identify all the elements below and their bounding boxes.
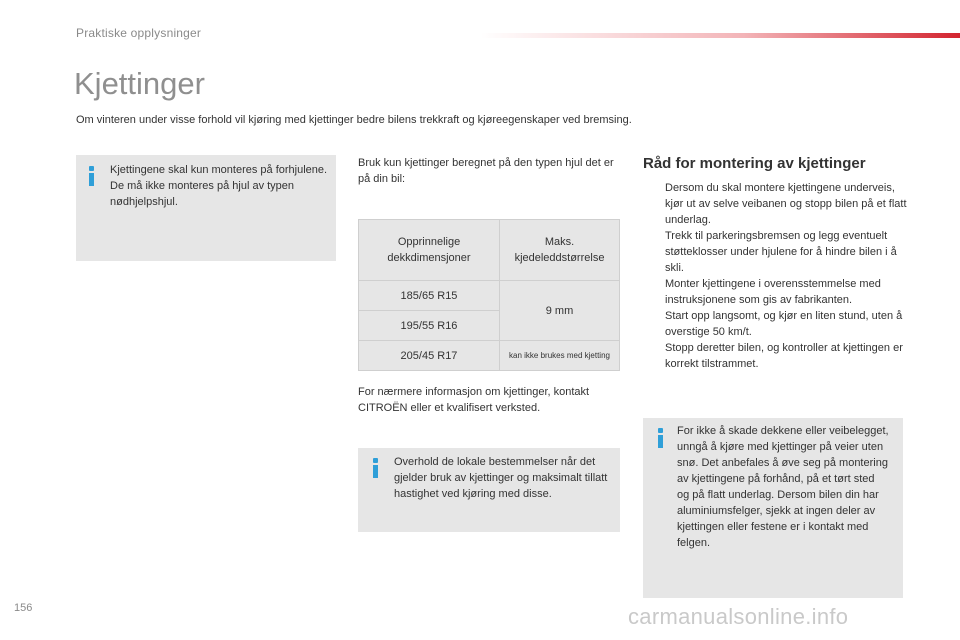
info-box-avoid-damage (643, 418, 903, 598)
info-box-local-rules (358, 448, 620, 532)
note-local-rules: Overhold de lokale bestemmelser når det gjelder bruk av kjettinger og maksimalt tillatt hastighet ved kjøring med disse. (394, 456, 608, 500)
section-label: Praktiske opplysninger (76, 26, 202, 40)
mounting-steps-list (643, 180, 908, 372)
note-front-wheels: Kjettingene skal kun monteres på forhjulene. De må ikke monteres på hjul av typen nødhjelpshjul. (110, 164, 328, 208)
table-cell-size: 205/45 R17 (359, 341, 500, 371)
table-cell-size: 185/65 R15 (359, 281, 500, 311)
mounting-title: Råd for montering av kjettinger (643, 155, 866, 172)
more-info-text: For nærmere informasjon om kjettinger, kontakt CITROËN eller et kvalifisert verksted. (358, 386, 590, 414)
table-header-row (359, 220, 620, 281)
table-row (359, 341, 620, 371)
table-cell-merged-value: 9 mm (500, 281, 620, 341)
page-number: 156 (14, 602, 33, 614)
list-item: Monter kjettingene i overensstemmelse med instruksjonene som gis av fabrikanten. (665, 278, 881, 306)
tyre-chain-table (358, 219, 620, 371)
info-icon (86, 166, 96, 186)
info-icon (655, 428, 665, 448)
table-cell-not-usable: kan ikke brukes med kjetting (500, 341, 620, 371)
list-item: Stopp deretter bilen, og kontroller at kjettingen er korrekt tilstrammet. (665, 342, 903, 370)
header-accent-line (480, 33, 960, 38)
page-title: Kjettinger (74, 66, 205, 101)
table-header-dimensions: Opprinnelige dekkdimensjoner (359, 220, 500, 281)
intro-paragraph: Om vinteren under visse forhold vil kjøring med kjettinger bedre bilens trekkraft og kjøreegenskaper ved bremsing. (76, 114, 632, 126)
list-item: Dersom du skal montere kjettingene underveis, kjør ut av selve veibanen og stopp bilen på et flatt underlag. (665, 182, 907, 226)
chains-lead-text: Bruk kun kjettinger beregnet på den typen hjul det er på din bil: (358, 157, 614, 185)
table-row (359, 281, 620, 311)
info-icon (370, 458, 380, 478)
list-item: Start opp langsomt, og kjør en liten stund, uten å overstige 50 km/t. (665, 310, 903, 338)
info-box-front-wheels (76, 155, 336, 261)
watermark: carmanualsonline.info (628, 604, 849, 629)
list-item: Trekk til parkeringsbremsen og legg eventuelt støtteklosser under hjulene for å hindre bilen i å skli. (665, 230, 897, 274)
table-cell-size: 195/55 R16 (359, 311, 500, 341)
note-avoid-damage: For ikke å skade dekkene eller veibelegget, unngå å kjøre med kjettinger på veier uten snø. Det anbefales å øve seg på montering av kjettingene på forhånd, på et tørt sted og på flatt underlag. Dersom bilen din har aluminiumsfelger, sjekk at ingen deler av kjettingen eller festene er i kontakt med felgen. (677, 425, 889, 549)
table-header-max-link: Maks. kjedeleddstørrelse (500, 220, 620, 281)
